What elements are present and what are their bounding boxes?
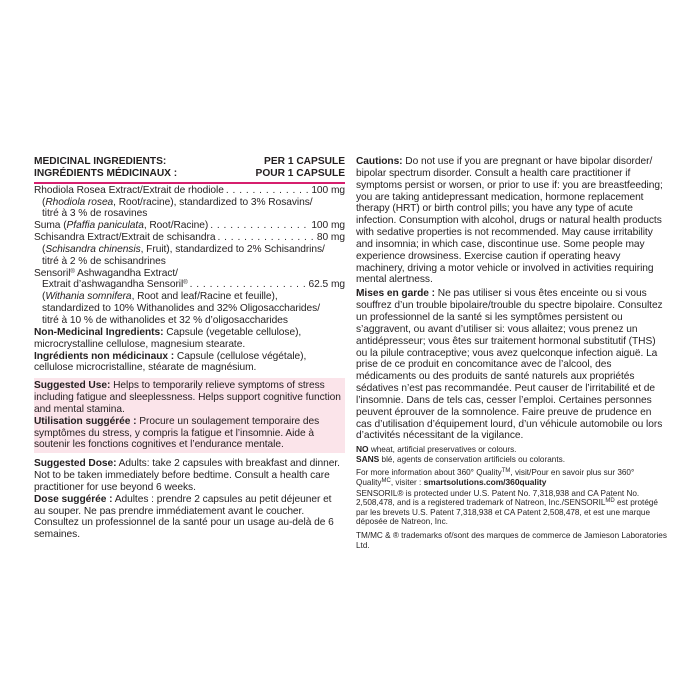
detail-text: , Root/racine), standardized to 3% Rosavins/ — [113, 196, 313, 208]
detail-text: titré à 10 % de withanolides et 32 % d’oligosaccharides — [42, 314, 288, 326]
header-divider — [34, 182, 345, 184]
section-text: Capsule (vegetable cellulose), microcrystalline cellulose, magnesium stearate. — [34, 326, 302, 350]
ingredient-row-rhodiola — [34, 185, 345, 197]
ingredient-detail: (Withania somnifera, Root and leaf/Racine et feuille), — [42, 291, 278, 303]
suggested-dose-fr — [34, 494, 345, 541]
detail-text: , Fruit), standardized to 2% Schisandrins/ — [140, 243, 325, 255]
section-label: Ingrédients non médicinaux : — [34, 350, 175, 362]
free-from-fr — [356, 455, 668, 465]
ingredient-row-ashwagandha-fr — [34, 279, 345, 291]
ingredients-header-fr — [34, 168, 345, 180]
detail-text: titré à 2 % de schisandrines — [42, 255, 166, 267]
section-text: Procure un soulagement temporaire des symptômes du stress, y compris la fatigue et l’insomnie. Aide à soutenir les fonctions cognitives et l’endurance mentale. — [34, 415, 320, 451]
trademark-mark: MC — [381, 478, 391, 485]
section-label: Suggested Use: — [34, 380, 111, 392]
ingredient-row-suma — [34, 220, 345, 232]
latin-name: Withania somnifera — [45, 291, 132, 303]
section-text: Do not use if you are pregnant or have bipolar disorder/ bipolar spectrum disorder. Consult a health care practitioner if symptoms persist or worsen, or prior to use if: you are breastfeeding; you are taking antidepressant medication, hormone replacement therapy (HRT) or birth control pills; you have any type of acute infection. Consumption with alcohol, drugs or natural health products with sedative properties is not recommended. May cause irritability and insomnia; in which case, discontinue use. Some people may experience drowsiness. Exercise caution if operating heavy machinery, driving a motor vehicle or involved in activities requiring mental alertness. — [356, 156, 663, 286]
info-text: , visit/Pour en savoir plus sur 360° Quality — [356, 468, 635, 488]
section-text: Capsule (cellulose végétale), cellulose microcristalline, stéarate de magnésium. — [34, 350, 307, 374]
ingredient-row-schisandra — [34, 232, 345, 244]
cautions-en — [356, 156, 668, 286]
section-label: Mises en garde : — [356, 288, 436, 300]
more-info — [356, 468, 668, 487]
trademark-note: TM/MC & ® trademarks of/sont des marques de commerce de Jamieson Laboratories Ltd. — [356, 531, 667, 550]
suggested-dose-en — [34, 458, 345, 494]
dot-leader — [226, 185, 309, 197]
info-text: For more information about 360° Quality — [356, 468, 502, 478]
section-label: Non-Medicinal Ingredients: — [34, 326, 164, 338]
ingredient-amount: 100 mg — [311, 220, 345, 232]
ingredient-name: Rhodiola Rosea Extract/Extrait de rhodiole — [34, 184, 224, 196]
dot-leader — [210, 220, 309, 232]
registered-mark: ® — [70, 268, 75, 275]
name-part: Suma ( — [34, 220, 67, 232]
latin-name: Rhodiola rosea — [45, 196, 114, 208]
registered-mark: ® — [183, 280, 188, 287]
sans-label: SANS — [356, 453, 380, 464]
ingredient-name — [34, 220, 208, 232]
info-text: , visiter : — [390, 478, 424, 488]
free-from-text: wheat, artificial preservatives or colours. — [368, 445, 517, 455]
detail-text: , Root and leaf/Racine et feuille), — [131, 291, 278, 303]
ingredient-row-ashwagandha — [34, 268, 345, 280]
suggested-use-fr — [34, 416, 345, 452]
trademark-mark: TM — [501, 468, 511, 475]
section-text: Adults: take 2 capsules with breakfast and dinner. Not to be taken immediately before bedtime. Consult a health care practitioner for use beyond 6 weeks. — [34, 458, 340, 493]
ingredient-amount: 80 mg — [316, 232, 345, 244]
non-medicinal-ingredients-en — [34, 327, 345, 351]
ingredient-detail: (Schisandra chinensis, Fruit), standardized to 2% Schisandrins/ — [42, 243, 325, 255]
ingredient-name — [42, 279, 188, 291]
detail-text: titré à 3 % de rosavines — [42, 208, 148, 220]
section-label: Utilisation suggérée : — [34, 415, 137, 427]
name-part: , Root/Racine) — [143, 220, 209, 232]
ingredients-header-en — [34, 156, 345, 168]
non-medicinal-ingredients-fr — [34, 351, 345, 375]
free-from-statement — [356, 445, 668, 464]
patent-text: est protégé par les brevets U.S. Patent 7,318,938 et CA Patent 2,508,478, et est une marque déposée de Natreon, Inc. — [356, 498, 658, 527]
detail-text: standardized to 10% Withanolides and 32% Oligosaccharides/ — [42, 303, 320, 315]
section-text: Adultes : prendre 2 capsules au petit déjeuner et au souper. Ne pas prendre immédiatement avant le coucher. Consultez un professionnel de la santé pour un usage au-delà de 6 semaines. — [34, 493, 334, 541]
dot-leader — [217, 232, 314, 244]
section-label: Cautions: — [356, 156, 403, 167]
ingredient-detail: (Rhodiola rosea, Root/racine), standardized to 3% Rosavins/ — [42, 196, 313, 208]
free-from-text: blé, agents de conservation artificiels ou colorants. — [379, 454, 565, 464]
free-from-en — [356, 445, 668, 455]
per-capsule-heading: PER 1 CAPSULE — [264, 156, 345, 167]
name-part: Ashwagandha Extract/ — [74, 267, 178, 279]
latin-name: Pfaffia paniculata — [66, 220, 144, 232]
medicinal-ingredients-heading: MEDICINAL INGREDIENTS: — [34, 156, 167, 167]
dot-leader — [190, 279, 307, 291]
suggested-use-box — [34, 378, 345, 453]
ingredient-amount: 62.5 mg — [308, 279, 345, 291]
section-text: Helps to temporarily relieve symptoms of stress including fatigue and sleeplessness. Helps support cognitive function and mental stamina. — [34, 380, 341, 415]
cautions-fr — [356, 288, 668, 442]
latin-name: Schisandra chinensis — [45, 243, 141, 255]
right-column — [356, 156, 668, 550]
per-capsule-heading-fr: POUR 1 CAPSULE — [255, 167, 345, 179]
name-part: Extrait d’ashwagandha Sensoril — [42, 279, 184, 291]
patent-text: SENSORIL® is protected under U.S. Patent No. 7,318,938 and CA Patent No. 2,508,478, and is a registered trademark of Natreon, Inc./SENSORIL — [356, 488, 640, 508]
ingredient-amount: 100 mg — [311, 184, 345, 196]
ingredient-name: Schisandra Extract/Extrait de schisandra — [34, 232, 216, 244]
section-label: Suggested Dose: — [34, 458, 117, 470]
no-label: NO — [356, 444, 369, 455]
left-column — [34, 156, 345, 541]
name-part: Sensoril — [34, 267, 71, 279]
info-url[interactable]: smartsolutions.com/360quality — [423, 477, 547, 488]
section-label: Dose suggérée : — [34, 493, 113, 505]
suggested-use-en — [34, 380, 345, 416]
section-text: Ne pas utiliser si vous êtes enceinte ou si vous souffrez d’un trouble bipolaire/trouble du spectre bipolaire. Consultez un professionnel de la santé si les symptômes persistent ou s’aggravent, ou avant d’utiliser si: vous allaitez; vous prenez un antidépresseur; vous êtes sur traitement hormonal substitutif (THS) ou la pilule contraceptive; vous avez quelconque infection aiguë. La prise de ce produit en concomitance avec de l’alcool, des médicaments ou des produits de santé naturels aux propriétés sédatives n’est pas recommandée. Peut causer de l’irritabilité et de l’insomnie. Dans de tels cas, cesser l’emploi. Certaines personnes peuvent éprouver de la somnolence. Faire preuve de prudence en cas d’utilisation d’équipement lourd, d’un véhicule automobile ou lors d’activités nécessitant de la vigilance. — [356, 288, 663, 442]
medicinal-ingredients-heading-fr: INGRÉDIENTS MÉDICINAUX : — [34, 167, 178, 179]
ingredient-list — [34, 185, 345, 327]
trademark-mark: MD — [605, 498, 615, 505]
sensoril-patent-note — [356, 489, 668, 527]
